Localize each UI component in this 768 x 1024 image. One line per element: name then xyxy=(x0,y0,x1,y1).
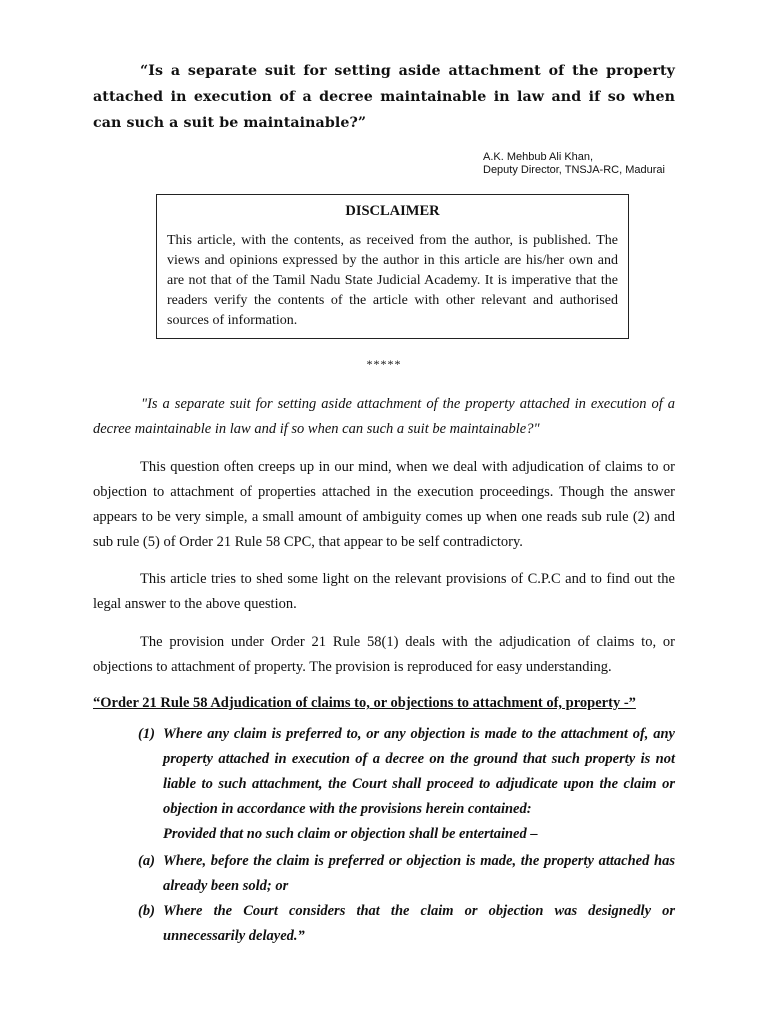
clause-1-proviso: Provided that no such claim or objection shall be entertained – xyxy=(163,826,538,842)
clause-1-label: (1) xyxy=(138,726,155,742)
clause-b-label: (b) xyxy=(138,903,155,919)
clause-b xyxy=(138,899,675,949)
author-designation: Deputy Director, TNSJA-RC, Madurai xyxy=(483,164,665,176)
paragraph-3: The provision under Order 21 Rule 58(1) deals with the adjudication of claims to, or objections to attachment of property. The provision is reproduced for easy understanding. xyxy=(93,634,675,675)
rule-heading: “Order 21 Rule 58 Adjudication of claims to, or objections to attachment of, property -” xyxy=(93,695,636,711)
clause-a-label: (a) xyxy=(138,853,155,869)
disclaimer-text: This article, with the contents, as received from the author, is published. The views and opinions expressed by the author in this article are his/her own and are not that of the Tamil Nadu State Judicial Academy. It is imperative that the readers verify the contents of the article with other relevant and authorised sources of information. xyxy=(167,233,618,328)
clause-a-text: Where, before the claim is preferred or objection is made, the property attached has already been sold; or xyxy=(163,853,675,894)
clause-a xyxy=(138,849,675,899)
paragraph-1: This question often creeps up in our mind, when we deal with adjudication of claims to or objection to attachment of properties attached in the execution proceedings. Though the answer appears to be very simple, a small amount of ambiguity comes up when one reads sub rule (2) and sub rule (5) of Order 21 Rule 58 CPC, that appear to be self contradictory. xyxy=(93,459,675,550)
clause-1 xyxy=(138,722,675,847)
paragraph-2: This article tries to shed some light on the relevant provisions of C.P.C and to find out the legal answer to the above question. xyxy=(93,571,675,612)
question-italic: "Is a separate suit for setting aside attachment of the property attached in execution of a decree maintainable in law and if so when can such a suit be maintainable?" xyxy=(93,396,675,437)
disclaimer-heading: DISCLAIMER xyxy=(345,203,440,219)
section-separator: ***** xyxy=(366,357,402,371)
author-block xyxy=(483,151,665,177)
clause-b-text: Where the Court considers that the claim or objection was designedly or unnecessarily delayed.” xyxy=(163,903,675,944)
clause-1-text: Where any claim is preferred to, or any objection is made to the attachment of, any property attached in execution of a decree on the ground that such property is not liable to such attachment, the Court shall proceed to adjudicate upon the claim or objection in accordance with the provisions herein contained: xyxy=(163,726,675,817)
disclaimer-box xyxy=(156,194,629,339)
author-name: A.K. Mehbub Ali Khan, xyxy=(483,151,594,163)
article-title: “Is a separate suit for setting aside attachment of the property attached in execution of a decree maintainable in law and if so when can such a suit be maintainable?” xyxy=(93,63,675,131)
